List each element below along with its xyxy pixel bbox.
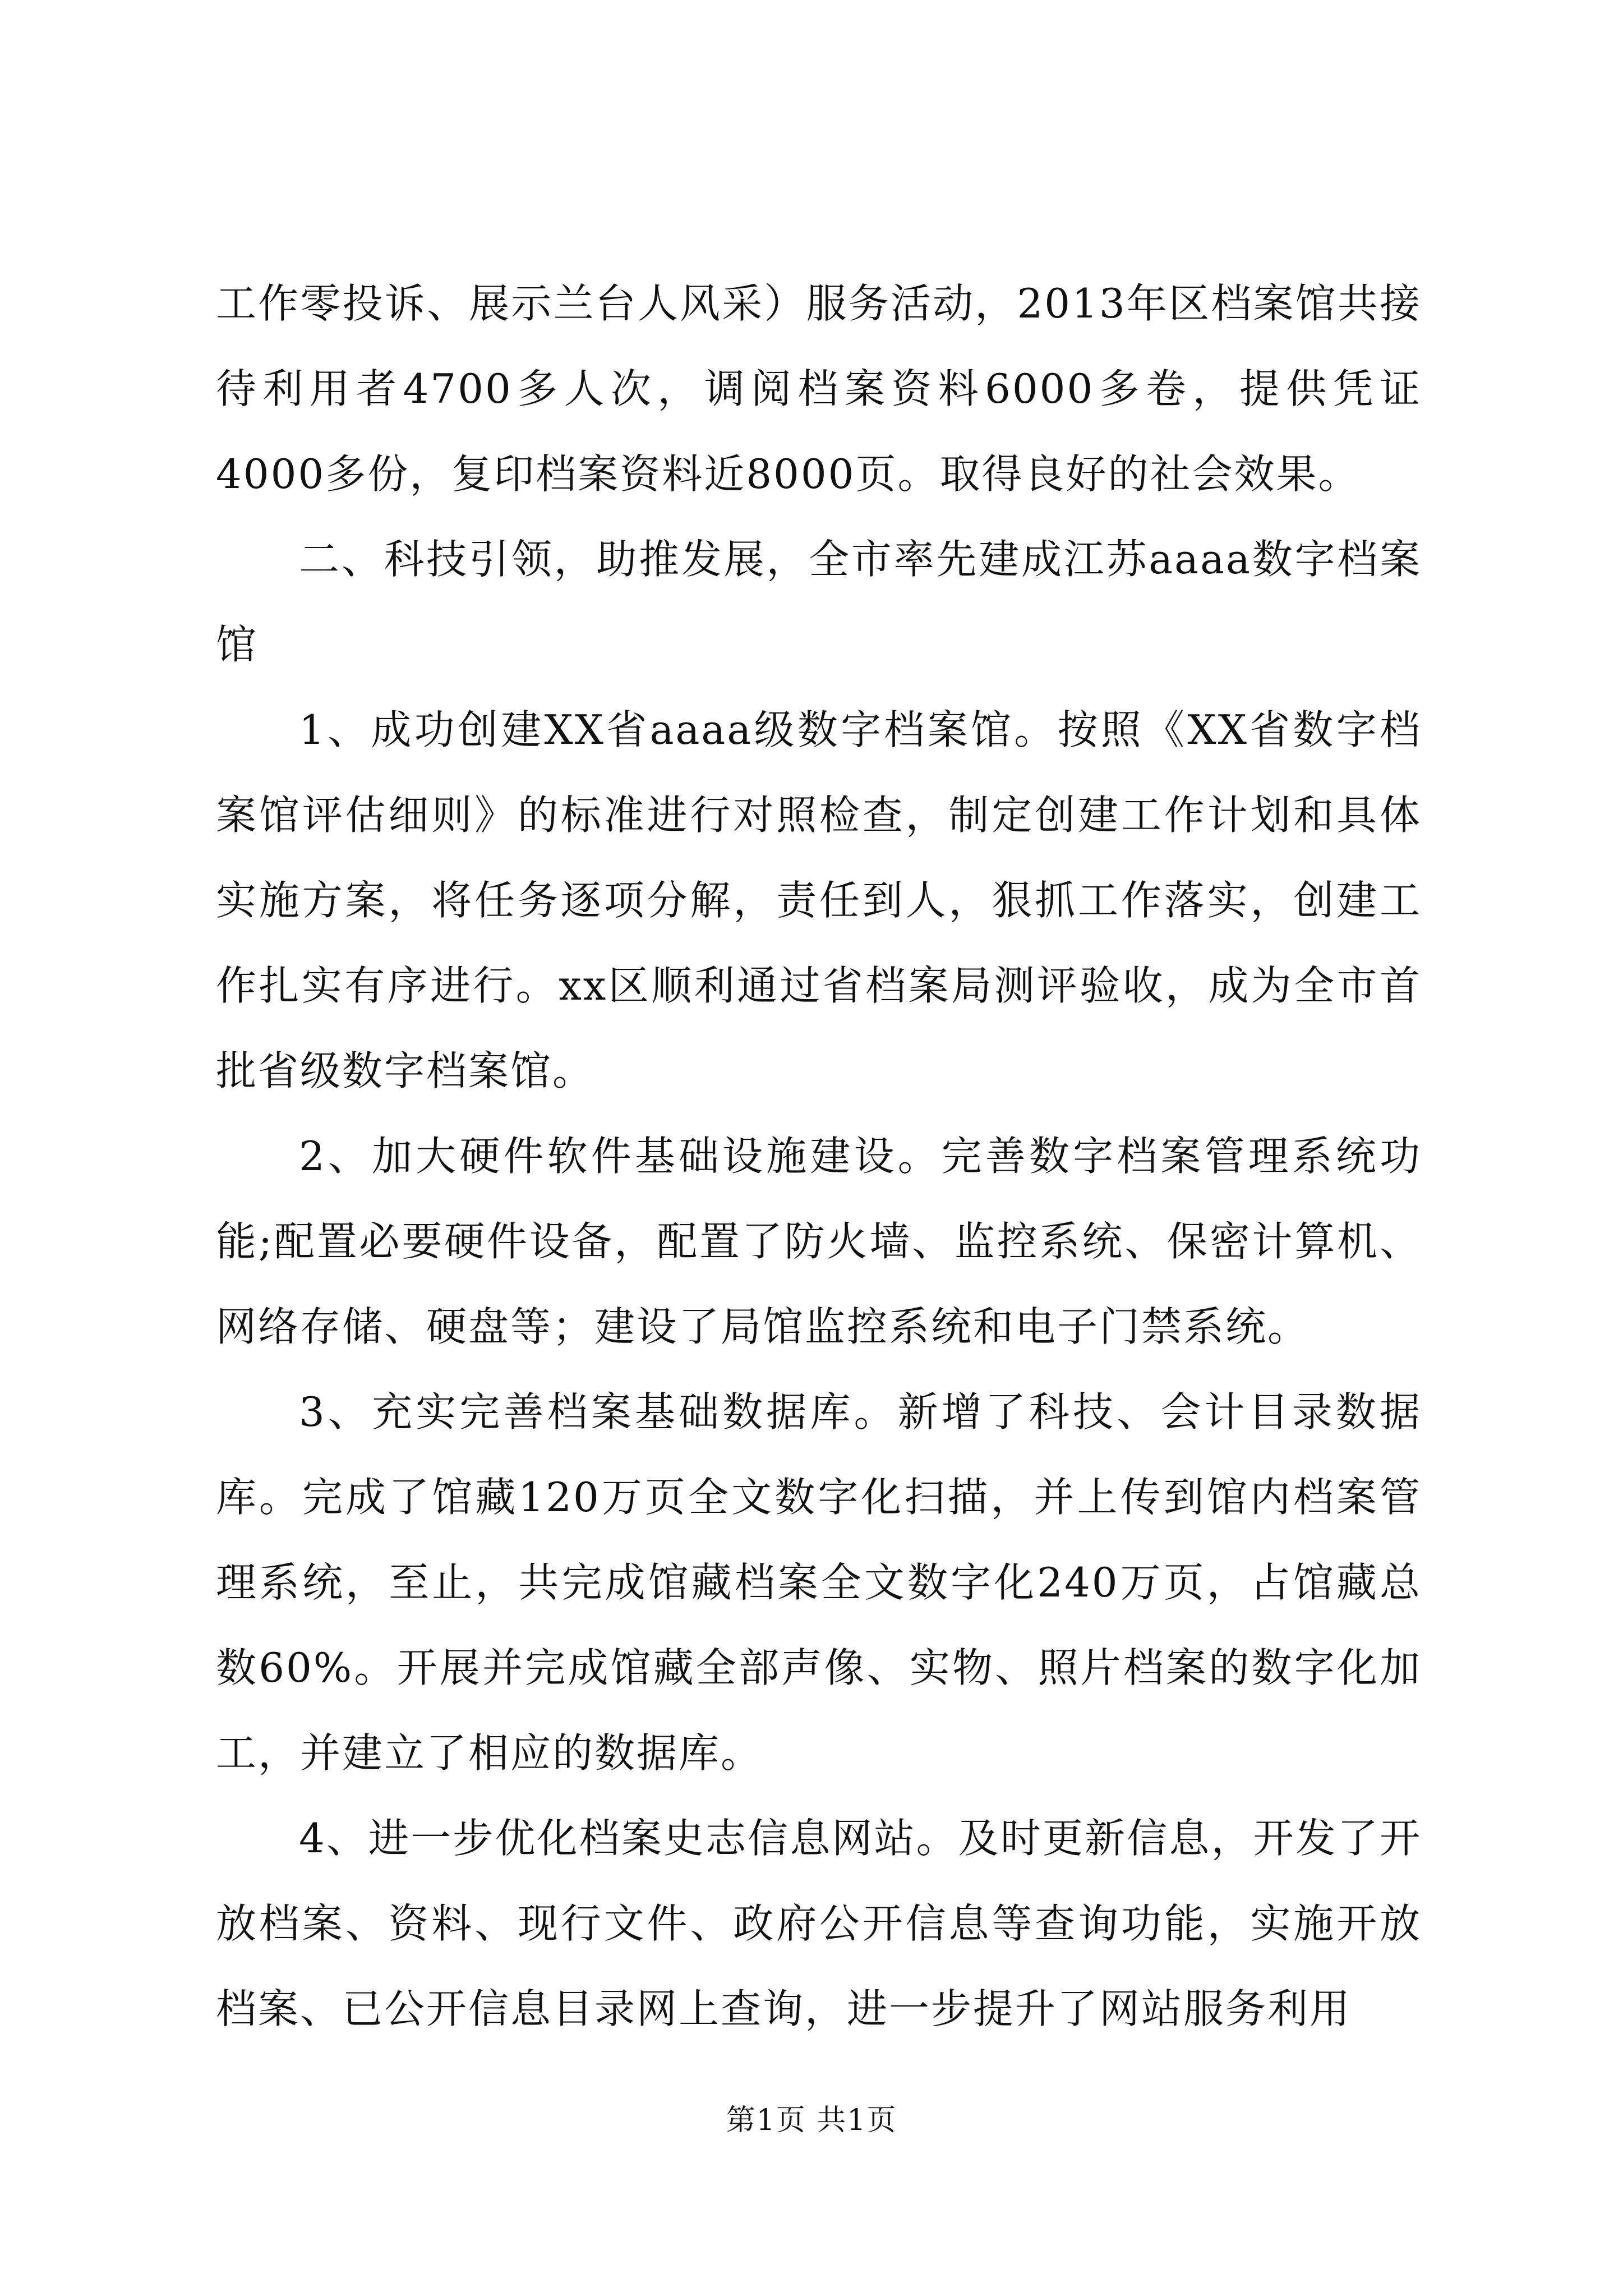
page-footer: 第1页 共1页 — [726, 2104, 897, 2137]
document-body — [216, 261, 1422, 2051]
paragraph-4: 2、加大硬件软件基础设施建设。完善数字档案管理系统功能;配置必要硬件设备，配置了防火墙、监控系统、保密计算机、网络存储、硬盘等；建设了局馆监控系统和电子门禁系统。 — [216, 1133, 1422, 1350]
paragraph-2-heading: 二、科技引领，助推发展，全市率先建成江苏aaaa数字档案馆 — [216, 536, 1422, 668]
paragraph-5: 3、充实完善档案基础数据库。新增了科技、会计目录数据库。完成了馆藏120万页全文数字化扫描，并上传到馆内档案管理系统，至止，共完成馆藏档案全文数字化240万页，占馆藏总数60%。开展并完成馆藏全部声像、实物、照片档案的数字化加工，并建立了相应的数据库。 — [216, 1388, 1422, 1777]
paragraph-3: 1、成功创建XX省aaaa级数字档案馆。按照《XX省数字档案馆评估细则》的标准进行对照检查，制定创建工作计划和具体实施方案，将任务逐项分解，责任到人，狠抓工作落实，创建工作扎实有序进行。xx区顺利通过省档案局测评验收，成为全市首批省级数字档案馆。 — [216, 706, 1422, 1094]
paragraph-6: 4、进一步优化档案史志信息网站。及时更新信息，开发了开放档案、资料、现行文件、政府公开信息等查询功能，实施开放档案、已公开信息目录网上查询，进一步提升了网站服务利用 — [216, 1815, 1422, 2032]
paragraph-1: 工作零投诉、展示兰台人风采）服务活动，2013年区档案馆共接待利用者4700多人次，调阅档案资料6000多卷，提供凭证4000多份，复印档案资料近8000页。取得良好的社会效果。 — [216, 280, 1422, 498]
